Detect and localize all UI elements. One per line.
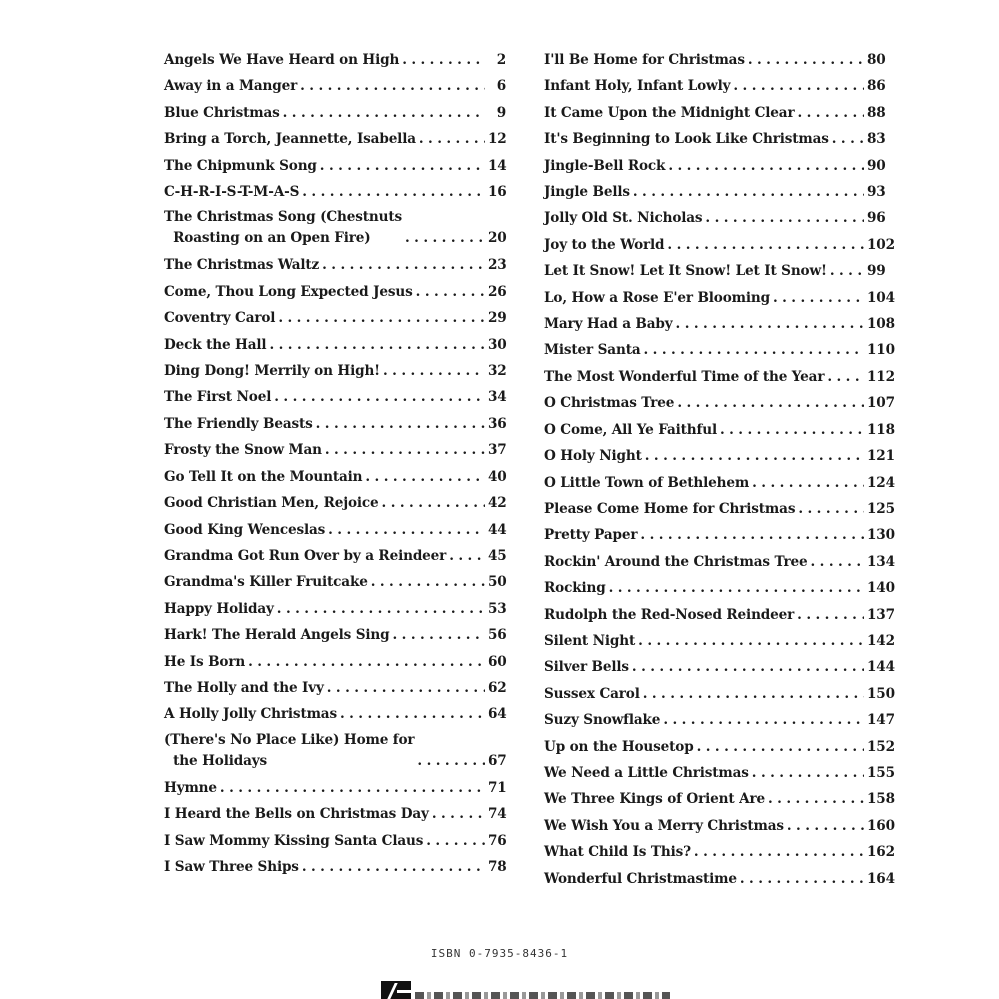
dot-leader [643, 337, 864, 363]
contents-entry [544, 258, 885, 284]
entry-title: He Is Born [164, 653, 246, 670]
entry-title: Rocking [544, 580, 606, 597]
contents-entry [544, 786, 895, 812]
contents-entry [544, 443, 895, 469]
contents-entry [544, 654, 895, 680]
contents-column-left [164, 47, 506, 880]
entry-title: Coventry Carol [164, 310, 276, 327]
entry-page-number: 30 [488, 336, 507, 353]
dot-leader [322, 252, 485, 278]
entry-title: Away in a Manger [164, 78, 298, 95]
entry-title: Up on the Housetop [544, 738, 694, 755]
entry-title: Suzy Snowflake [544, 712, 661, 729]
entry-page-number: 67 [488, 752, 507, 769]
publisher-name-strip [415, 992, 670, 999]
entry-title: (There's No Place Like) Home for the Holidays [164, 731, 415, 769]
dot-leader [697, 734, 864, 760]
entry-page-number: 34 [488, 389, 507, 406]
entry-title: Sussex Carol [544, 685, 640, 702]
entry-title: We Need a Little Christmas [544, 764, 749, 781]
entry-title: C-H-R-I-S-T-M-A-S [164, 184, 300, 201]
contents-entry [164, 569, 506, 595]
contents-entry [544, 205, 885, 231]
entry-title: Silver Bells [544, 659, 629, 676]
entry-title: The First Noel [164, 389, 272, 406]
entry-page-number: 76 [488, 832, 507, 849]
contents-entry [164, 179, 506, 205]
entry-page-number: 53 [488, 600, 507, 617]
entry-title: Good King Wenceslas [164, 521, 326, 538]
contents-entry [164, 701, 506, 727]
contents-entry [164, 205, 506, 252]
entry-title: It's Beginning to Look Like Christmas [544, 131, 829, 148]
entry-page-number: 99 [867, 263, 886, 280]
entry-page-number: 137 [867, 606, 895, 623]
contents-entry [164, 728, 506, 775]
contents-entry [544, 364, 895, 390]
entry-title: Frosty the Snow Man [164, 442, 322, 459]
contents-entry [544, 100, 885, 126]
entry-page-number: 124 [867, 474, 895, 491]
dot-leader [371, 569, 485, 595]
entry-title: The Christmas Song (Chestnuts Roasting on an Open Fire) [164, 209, 402, 247]
entry-title: The Friendly Beasts [164, 415, 313, 432]
entry-page-number: 88 [867, 104, 886, 121]
entry-page-number: 118 [867, 421, 895, 438]
entry-page-number: 83 [867, 131, 886, 148]
entry-page-number: 62 [488, 679, 507, 696]
dot-leader [283, 100, 485, 126]
entry-page-number: 80 [867, 52, 886, 68]
dot-leader [327, 675, 485, 701]
dot-leader [274, 384, 485, 410]
entry-title: Lo, How a Rose E'er Blooming [544, 289, 770, 306]
entry-title: Please Come Home for Christmas [544, 500, 796, 517]
entry-title: Pretty Paper [544, 527, 638, 544]
entry-page-number: 29 [488, 310, 507, 327]
entry-title: Rockin' Around the Christmas Tree [544, 553, 808, 570]
contents-entry [544, 126, 885, 152]
entry-title: Hymne [164, 779, 217, 796]
contents-entry [544, 417, 895, 443]
entry-title: We Three Kings of Orient Are [544, 791, 765, 808]
dot-leader [797, 602, 864, 628]
contents-entry [164, 543, 506, 569]
dot-leader [797, 100, 864, 126]
dot-leader [320, 153, 485, 179]
dot-leader [720, 417, 864, 443]
entry-title: Happy Holiday [164, 600, 274, 617]
dot-leader [798, 496, 864, 522]
dot-leader [827, 364, 864, 390]
entry-title: Bring a Torch, Jeannette, Isabella [164, 131, 416, 148]
contents-entry [164, 649, 506, 675]
entry-page-number: 86 [867, 78, 886, 95]
contents-entry [164, 73, 506, 99]
contents-entry [544, 390, 895, 416]
entry-page-number: 64 [488, 706, 507, 723]
entry-title: Rudolph the Red-Nosed Reindeer [544, 606, 795, 623]
dot-leader [643, 681, 864, 707]
dot-leader [402, 47, 485, 73]
entry-title: Come, Thou Long Expected Jesus [164, 283, 413, 300]
entry-page-number: 110 [867, 342, 895, 359]
contents-entry [164, 47, 506, 73]
dot-leader [694, 839, 864, 865]
contents-entry [544, 153, 885, 179]
dot-leader [830, 258, 864, 284]
dot-leader [645, 443, 864, 469]
entry-page-number: 60 [488, 653, 507, 670]
entry-title: Wonderful Christmastime [544, 870, 737, 887]
entry-page-number: 108 [867, 316, 895, 333]
contents-entry [544, 496, 895, 522]
dot-leader [302, 179, 485, 205]
entry-title: Grandma Got Run Over by a Reindeer [164, 547, 447, 564]
entry-title: The Most Wonderful Time of the Year [544, 368, 825, 385]
entry-page-number: 150 [867, 685, 895, 702]
dot-leader [632, 654, 864, 680]
dot-leader [365, 464, 485, 490]
dot-leader [419, 126, 485, 152]
entry-page-number: 45 [488, 547, 507, 564]
contents-entry [164, 332, 506, 358]
dot-leader [663, 707, 864, 733]
entry-page-number: 26 [488, 283, 507, 300]
isbn-number: ISBN 0-7935-8436-1 [430, 947, 569, 960]
dot-leader [382, 490, 485, 516]
contents-entry [164, 279, 506, 305]
entry-title: It Came Upon the Midnight Clear [544, 104, 795, 121]
contents-column-right [544, 47, 895, 892]
dot-leader [302, 854, 485, 880]
entry-page-number: 36 [488, 415, 507, 432]
contents-entry [164, 675, 506, 701]
contents-entry [544, 337, 895, 363]
dot-leader [676, 311, 864, 337]
contents-entry [544, 734, 895, 760]
entry-title: Jolly Old St. Nicholas [544, 210, 703, 227]
entry-page-number: 164 [867, 870, 895, 887]
entry-title: What Child Is This? [544, 844, 691, 861]
contents-entry [544, 760, 895, 786]
contents-entry [544, 681, 895, 707]
entry-page-number: 102 [867, 236, 895, 253]
entry-page-number: 130 [867, 527, 895, 544]
entry-page-number: 6 [496, 78, 506, 95]
contents-entry [164, 775, 506, 801]
dot-leader [752, 470, 864, 496]
entry-title: O Holy Night [544, 448, 642, 465]
entry-page-number: 74 [488, 806, 507, 823]
entry-title: Go Tell It on the Mountain [164, 468, 363, 485]
entry-page-number: 78 [488, 858, 507, 875]
entry-page-number: 107 [867, 395, 895, 412]
contents-entry [544, 470, 895, 496]
contents-entry [544, 866, 895, 892]
entry-title: I Saw Mommy Kissing Santa Claus [164, 832, 424, 849]
dot-leader [432, 801, 485, 827]
entry-page-number: 93 [867, 184, 886, 201]
entry-title: O Come, All Ye Faithful [544, 421, 717, 438]
entry-page-number: 140 [867, 580, 895, 597]
dot-leader [733, 73, 864, 99]
entry-title: We Wish You a Merry Christmas [544, 817, 784, 834]
contents-entry [544, 813, 895, 839]
entry-title: Angels We Have Heard on High [164, 52, 400, 68]
dot-leader [832, 126, 864, 152]
entry-title: I'll Be Home for Christmas [544, 52, 745, 68]
dot-leader [383, 358, 485, 384]
entry-page-number: 16 [488, 184, 507, 201]
entry-page-number: 42 [488, 495, 507, 512]
entry-title: O Little Town of Bethlehem [544, 474, 750, 491]
entry-page-number: 44 [488, 521, 507, 538]
contents-entry [544, 575, 895, 601]
entry-title: Jingle-Bell Rock [544, 157, 666, 174]
entry-page-number: 23 [488, 257, 507, 274]
dot-leader [609, 575, 864, 601]
entry-page-number: 50 [488, 574, 507, 591]
entry-page-number: 112 [867, 368, 895, 385]
entry-title: Let It Snow! Let It Snow! Let It Snow! [544, 263, 827, 280]
contents-entry [544, 522, 895, 548]
dot-leader [416, 279, 485, 305]
dot-leader [316, 411, 485, 437]
contents-entry [164, 100, 506, 126]
entry-title: Mary Had a Baby [544, 316, 673, 333]
publisher-logo-icon [381, 981, 411, 999]
entry-page-number: 96 [867, 210, 886, 227]
dot-leader [340, 701, 485, 727]
dot-leader [705, 205, 864, 231]
dot-leader [220, 775, 485, 801]
dot-leader [667, 232, 864, 258]
contents-entry [544, 549, 895, 575]
contents-entry [544, 839, 895, 865]
dot-leader [748, 47, 864, 73]
entry-title: Mister Santa [544, 342, 641, 359]
dot-leader [405, 228, 485, 249]
dot-leader [740, 866, 864, 892]
entry-page-number: 40 [488, 468, 507, 485]
contents-entry [544, 179, 885, 205]
entry-page-number: 37 [488, 442, 507, 459]
dot-leader [640, 522, 864, 548]
entry-page-number: 125 [867, 500, 895, 517]
contents-entry [164, 464, 506, 490]
entry-title: A Holly Jolly Christmas [164, 706, 337, 723]
dot-leader [277, 596, 485, 622]
entry-title: I Heard the Bells on Christmas Day [164, 806, 429, 823]
dot-leader [328, 517, 485, 543]
contents-entry [164, 437, 506, 463]
entry-title: The Chipmunk Song [164, 157, 317, 174]
dot-leader [392, 622, 485, 648]
dot-leader [426, 828, 485, 854]
contents-entry [164, 517, 506, 543]
contents-entry [164, 252, 506, 278]
contents-entry [164, 828, 506, 854]
contents-entry [164, 358, 506, 384]
dot-leader [278, 305, 485, 331]
contents-entry [544, 311, 895, 337]
entry-page-number: 152 [867, 738, 895, 755]
dot-leader [417, 751, 485, 772]
dot-leader [633, 179, 864, 205]
contents-entry [164, 801, 506, 827]
dot-leader [248, 649, 485, 675]
entry-title: Ding Dong! Merrily on High! [164, 363, 380, 380]
dot-leader [300, 73, 485, 99]
entry-title: Infant Holy, Infant Lowly [544, 78, 731, 95]
entry-page-number: 158 [867, 791, 895, 808]
contents-entry [164, 622, 506, 648]
contents-entry [544, 285, 895, 311]
entry-title: Deck the Hall [164, 336, 267, 353]
entry-page-number: 12 [488, 131, 507, 148]
contents-entry [164, 305, 506, 331]
contents-entry [544, 232, 895, 258]
dot-leader [768, 786, 864, 812]
entry-title: Jingle Bells [544, 184, 630, 201]
contents-entry [164, 854, 506, 880]
entry-page-number: 14 [488, 157, 507, 174]
contents-entry [544, 707, 895, 733]
dot-leader [638, 628, 864, 654]
contents-entry [544, 73, 885, 99]
dot-leader [677, 390, 864, 416]
dot-leader [668, 153, 864, 179]
dot-leader [449, 543, 485, 569]
entry-title: Good Christian Men, Rejoice [164, 495, 379, 512]
contents-entry [164, 126, 506, 152]
dot-leader [773, 285, 864, 311]
entry-title: The Holly and the Ivy [164, 679, 324, 696]
entry-page-number: 144 [867, 659, 895, 676]
contents-entry [164, 490, 506, 516]
entry-page-number: 9 [496, 104, 506, 121]
entry-page-number: 56 [488, 627, 507, 644]
entry-title: I Saw Three Ships [164, 858, 299, 875]
dot-leader [269, 332, 485, 358]
entry-page-number: 2 [496, 52, 506, 68]
entry-page-number: 121 [867, 448, 895, 465]
contents-entry [164, 153, 506, 179]
dot-leader [787, 813, 864, 839]
entry-title: Hark! The Herald Angels Sing [164, 627, 390, 644]
dot-leader [325, 437, 485, 463]
contents-entry [544, 602, 895, 628]
entry-page-number: 160 [867, 817, 895, 834]
contents-entry [544, 628, 895, 654]
entry-page-number: 147 [867, 712, 895, 729]
contents-entry [164, 596, 506, 622]
entry-title: Silent Night [544, 632, 636, 649]
entry-page-number: 32 [488, 363, 507, 380]
entry-title: O Christmas Tree [544, 395, 675, 412]
contents-entry [164, 384, 506, 410]
entry-title: Joy to the World [544, 236, 665, 253]
contents-entry [164, 411, 506, 437]
contents-entry [544, 47, 885, 73]
entry-page-number: 162 [867, 844, 895, 861]
entry-page-number: 90 [867, 157, 886, 174]
entry-page-number: 20 [488, 230, 507, 247]
entry-title: Grandma's Killer Fruitcake [164, 574, 368, 591]
entry-title: The Christmas Waltz [164, 257, 320, 274]
entry-title: Blue Christmas [164, 104, 280, 121]
entry-page-number: 142 [867, 632, 895, 649]
entry-page-number: 71 [488, 779, 507, 796]
entry-page-number: 155 [867, 764, 895, 781]
entry-page-number: 134 [867, 553, 895, 570]
dot-leader [752, 760, 864, 786]
dot-leader [811, 549, 865, 575]
entry-page-number: 104 [867, 289, 895, 306]
